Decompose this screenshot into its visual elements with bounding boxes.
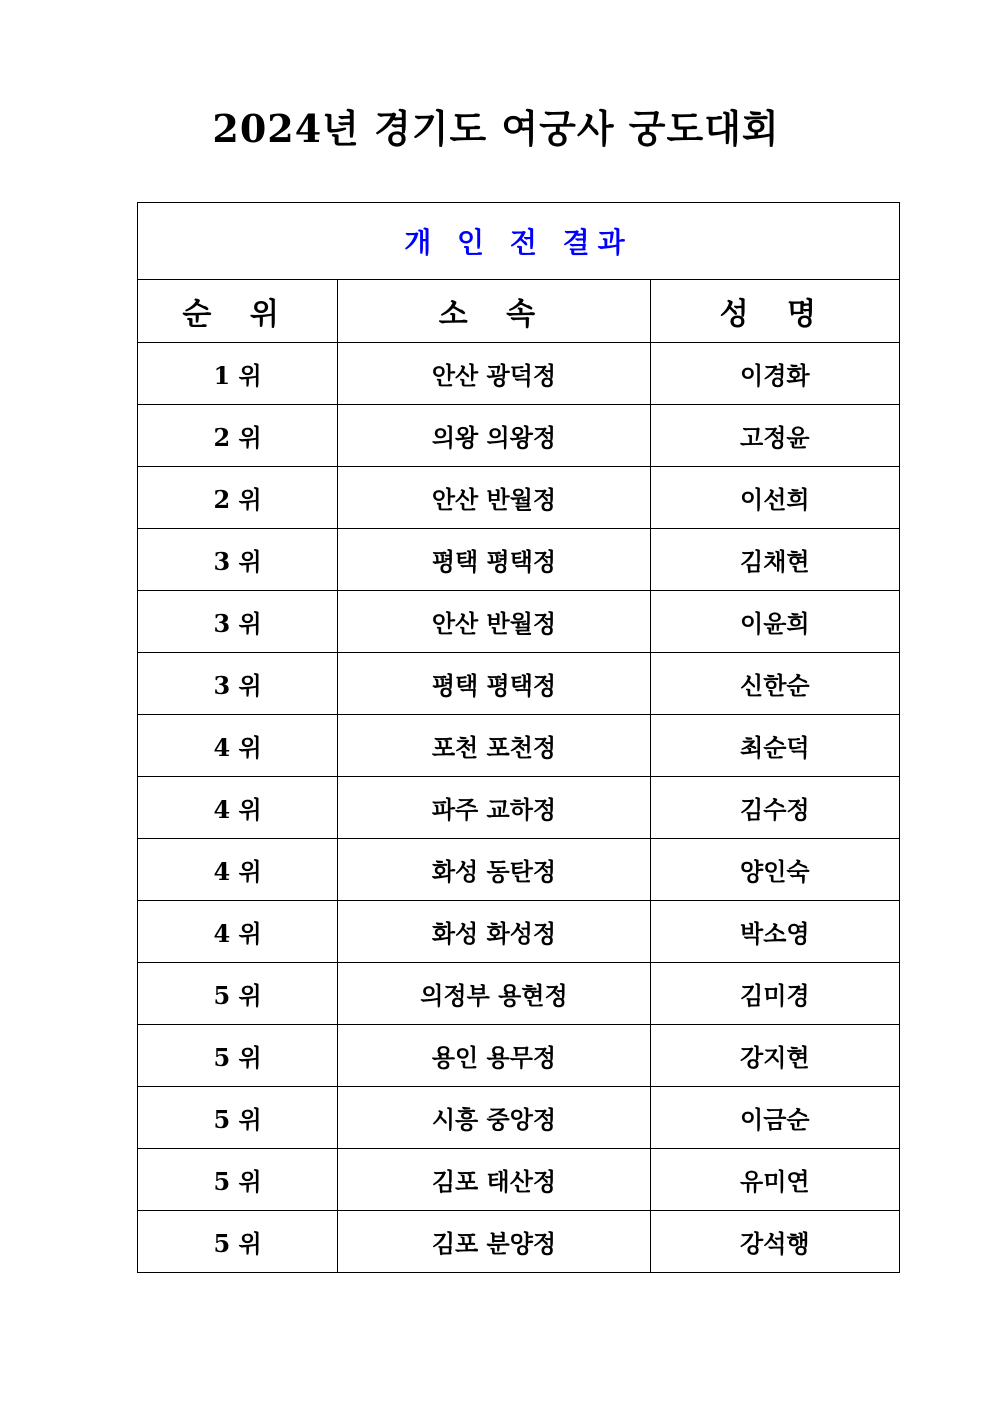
rank-cell: 2 위 — [138, 405, 338, 467]
table-row — [138, 839, 900, 901]
rank-cell: 5 위 — [138, 1211, 338, 1273]
club-cell: 파주 교하정 — [338, 777, 650, 839]
table-row — [138, 1149, 900, 1211]
header-rank: 순 위 — [138, 280, 338, 343]
club-cell: 포천 포천정 — [338, 715, 650, 777]
name-cell: 유미연 — [650, 1149, 899, 1211]
name-cell: 이선희 — [650, 467, 899, 529]
name-cell: 최순덕 — [650, 715, 899, 777]
table-row — [138, 529, 900, 591]
results-table — [137, 202, 900, 1273]
club-cell: 안산 광덕정 — [338, 343, 650, 405]
club-cell: 화성 동탄정 — [338, 839, 650, 901]
header-row — [138, 280, 900, 343]
table-row — [138, 963, 900, 1025]
rank-cell: 4 위 — [138, 901, 338, 963]
table-row — [138, 1087, 900, 1149]
rank-cell: 4 위 — [138, 839, 338, 901]
rank-cell: 3 위 — [138, 529, 338, 591]
name-cell: 김미경 — [650, 963, 899, 1025]
club-cell: 평택 평택정 — [338, 653, 650, 715]
name-cell: 양인숙 — [650, 839, 899, 901]
club-cell: 안산 반월정 — [338, 591, 650, 653]
rank-cell: 3 위 — [138, 591, 338, 653]
rank-cell: 4 위 — [138, 715, 338, 777]
table-row — [138, 1211, 900, 1273]
caption-row — [138, 203, 900, 280]
rank-cell: 5 위 — [138, 963, 338, 1025]
name-cell: 이경화 — [650, 343, 899, 405]
name-cell: 김채현 — [650, 529, 899, 591]
name-cell: 이금순 — [650, 1087, 899, 1149]
club-cell: 의정부 용현정 — [338, 963, 650, 1025]
header-club: 소 속 — [338, 280, 650, 343]
table-row — [138, 467, 900, 529]
rank-cell: 2 위 — [138, 467, 338, 529]
table-row — [138, 405, 900, 467]
table-row — [138, 901, 900, 963]
table-row — [138, 777, 900, 839]
club-cell: 안산 반월정 — [338, 467, 650, 529]
name-cell: 고정윤 — [650, 405, 899, 467]
name-cell: 김수정 — [650, 777, 899, 839]
club-cell: 김포 태산정 — [338, 1149, 650, 1211]
rank-cell: 5 위 — [138, 1149, 338, 1211]
table-row — [138, 653, 900, 715]
club-cell: 시흥 중앙정 — [338, 1087, 650, 1149]
name-cell: 이윤희 — [650, 591, 899, 653]
club-cell: 평택 평택정 — [338, 529, 650, 591]
rank-cell: 4 위 — [138, 777, 338, 839]
table-row — [138, 1025, 900, 1087]
club-cell: 용인 용무정 — [338, 1025, 650, 1087]
header-name: 성 명 — [650, 280, 899, 343]
rank-cell: 5 위 — [138, 1025, 338, 1087]
name-cell: 신한순 — [650, 653, 899, 715]
rank-cell: 1 위 — [138, 343, 338, 405]
club-cell: 의왕 의왕정 — [338, 405, 650, 467]
table-row — [138, 715, 900, 777]
name-cell: 박소영 — [650, 901, 899, 963]
club-cell: 화성 화성정 — [338, 901, 650, 963]
table-row — [138, 591, 900, 653]
page-title: 2024년 경기도 여궁사 궁도대회 — [212, 106, 780, 151]
name-cell: 강석행 — [650, 1211, 899, 1273]
rank-cell: 5 위 — [138, 1087, 338, 1149]
name-cell: 강지현 — [650, 1025, 899, 1087]
table-row — [138, 343, 900, 405]
rank-cell: 3 위 — [138, 653, 338, 715]
table-caption: 개 인 전 결과 — [138, 203, 900, 280]
club-cell: 김포 분양정 — [338, 1211, 650, 1273]
